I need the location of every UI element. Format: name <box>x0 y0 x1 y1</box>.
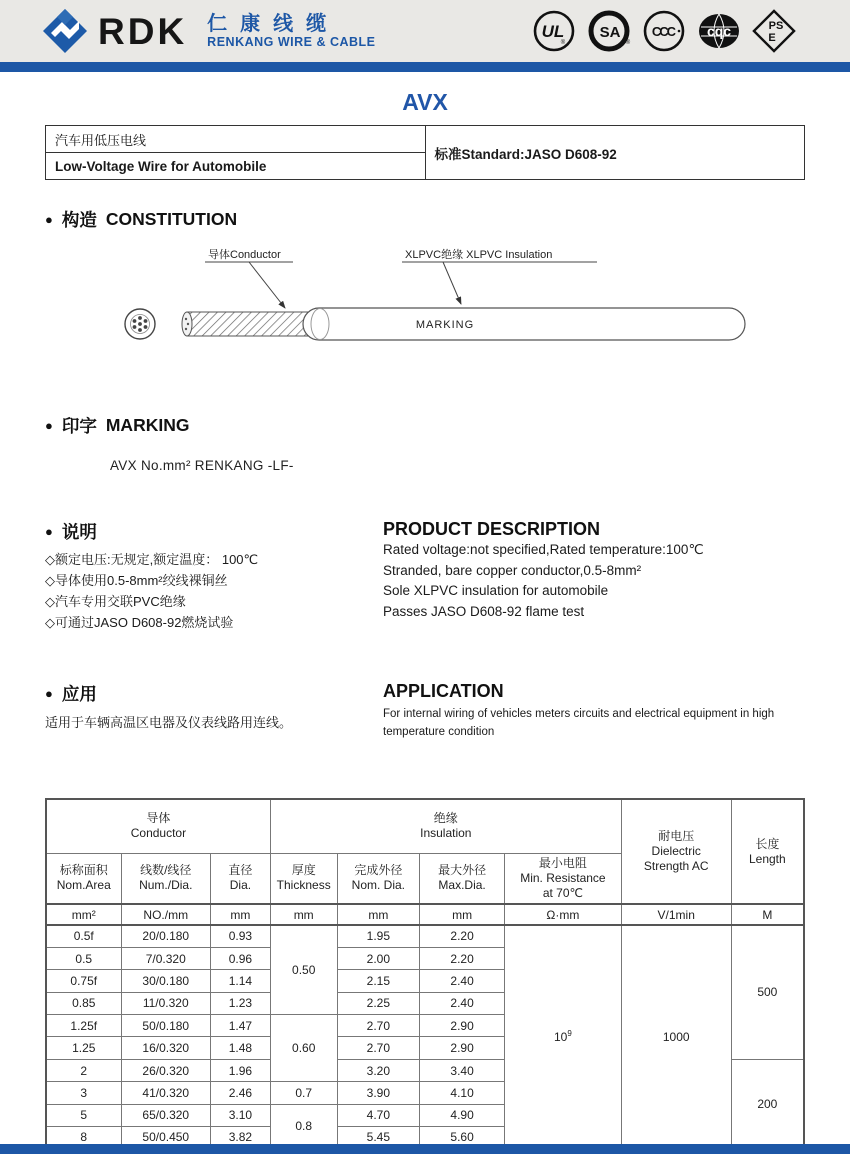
csa-icon <box>587 9 631 53</box>
cell-min-resistance: $10^9$ <box>505 925 622 1149</box>
header-max-od: 最大外径 Max.Dia. <box>420 853 505 904</box>
unit-cell: NO./mm <box>121 904 210 925</box>
constitution-heading <box>45 207 805 232</box>
description-item: ◇汽车专用交联PVC绝缘 <box>45 594 186 609</box>
wire-construction-diagram <box>45 238 805 370</box>
cell-length: 200 <box>731 1059 804 1149</box>
cell-max-od: 2.90 <box>420 1037 505 1059</box>
unit-cell: mm² <box>46 904 121 925</box>
header-thickness: 厚度 Thickness <box>270 853 337 904</box>
cell-num-dia: 11/0.320 <box>121 992 210 1014</box>
cell-dia: 1.48 <box>210 1037 270 1059</box>
pse-text-top: PS <box>768 20 784 32</box>
brand-logo <box>42 8 376 54</box>
cell-num-dia: 20/0.180 <box>121 925 210 947</box>
marking-on-wire: MARKING <box>415 319 475 331</box>
cell-nom-od: 2.70 <box>337 1015 420 1037</box>
cell-num-dia: 50/0.450 <box>121 1127 210 1149</box>
application-section <box>45 681 805 741</box>
cell-num-dia: 7/0.320 <box>121 947 210 969</box>
description-item: Rated voltage:not specified,Rated temperature:100℃ <box>383 542 704 557</box>
header-insulation-group: 绝缘 Insulation <box>270 799 621 853</box>
header-num-dia: 线数/线径 Num./Dia. <box>121 853 210 904</box>
brand-name: RDK <box>98 10 188 52</box>
header-length: 长度 Length <box>731 799 804 904</box>
header-dia: 直径 Dia. <box>210 853 270 904</box>
cell-dia: 3.82 <box>210 1127 270 1149</box>
cell-max-od: 2.40 <box>420 970 505 992</box>
spec-table-body <box>46 925 804 1149</box>
units-row <box>46 904 804 925</box>
header-divider-bar <box>0 62 850 72</box>
cell-max-od: 5.60 <box>420 1127 505 1149</box>
header-nom-od: 完成外径 Nom. Dia. <box>337 853 420 904</box>
product-standard: 标准Standard:JASO D608-92 <box>425 126 805 180</box>
application-cn <box>45 681 383 741</box>
cell-nom-od: 3.20 <box>337 1059 420 1081</box>
application-text-en: For internal wiring of vehicles meters circuits and electrical equipment in high temperature condition <box>383 708 775 738</box>
cell-thickness: 0.50 <box>270 925 337 1015</box>
cell-nom-area: 8 <box>46 1127 121 1149</box>
description-cn <box>45 519 383 633</box>
brand-text <box>207 13 375 49</box>
application-heading-cn <box>45 681 383 706</box>
description-heading-cn <box>45 519 383 544</box>
cell-max-od: 2.40 <box>420 992 505 1014</box>
wire-cross-section <box>125 309 155 339</box>
pse-text-bottom: E <box>768 32 776 44</box>
cell-nom-od: 4.70 <box>337 1104 420 1126</box>
cell-dia: 1.47 <box>210 1015 270 1037</box>
product-title: AVX <box>402 89 448 115</box>
cell-nom-od: 2.25 <box>337 992 420 1014</box>
pse-icon <box>752 9 796 53</box>
cqc-text: cqc <box>706 23 732 39</box>
cell-nom-od: 3.90 <box>337 1082 420 1104</box>
marking-text: AVX No.mm² RENKANG -LF- <box>110 458 294 473</box>
description-section <box>45 519 805 633</box>
footer-bar <box>0 1144 850 1154</box>
description-item: Passes JASO D608-92 flame test <box>383 603 585 619</box>
bullet-icon: ● <box>45 418 53 433</box>
unit-cell: V/1min <box>621 904 731 925</box>
cell-num-dia: 26/0.320 <box>121 1059 210 1081</box>
ul-icon <box>532 9 576 53</box>
cell-max-od: 3.40 <box>420 1059 505 1081</box>
ul-text: UL <box>541 22 565 41</box>
application-en <box>383 681 805 741</box>
product-name-en: Low-Voltage Wire for Automobile <box>46 153 426 180</box>
description-title-cn: 说明 <box>61 522 97 542</box>
description-items-cn <box>45 549 383 633</box>
bullet-icon: ● <box>45 524 53 539</box>
unit-cell: mm <box>270 904 337 925</box>
ccc-text: CCC <box>651 24 675 39</box>
table-row <box>46 925 804 947</box>
cell-thickness: 0.8 <box>270 1104 337 1149</box>
cell-num-dia: 41/0.320 <box>121 1082 210 1104</box>
marking-title-cn: 印字 <box>61 416 97 436</box>
cell-nom-area: 2 <box>46 1059 121 1081</box>
cell-dia: 0.93 <box>210 925 270 947</box>
header <box>0 0 850 62</box>
cell-num-dia: 30/0.180 <box>121 970 210 992</box>
cell-nom-area: 1.25f <box>46 1015 121 1037</box>
constitution-title-en: CONSTITUTION <box>105 209 238 229</box>
cell-length: 500 <box>731 925 804 1059</box>
cell-nom-od: 2.00 <box>337 947 420 969</box>
product-info-table <box>45 125 805 180</box>
brand-name-en: RENKANG WIRE & CABLE <box>207 35 376 49</box>
spec-table <box>45 798 805 1150</box>
bullet-icon: ● <box>45 686 53 701</box>
marking-heading <box>45 413 805 438</box>
cell-nom-area: 1.25 <box>46 1037 121 1059</box>
cell-dia: 2.46 <box>210 1082 270 1104</box>
cell-dia: 3.10 <box>210 1104 270 1126</box>
conductor-label: 导体Conductor <box>208 249 281 261</box>
cell-nom-area: 0.5f <box>46 925 121 947</box>
cell-max-od: 2.90 <box>420 1015 505 1037</box>
cell-nom-area: 5 <box>46 1104 121 1126</box>
description-item: Sole XLPVC insulation for automobile <box>383 583 609 598</box>
svg-text:®: ® <box>560 40 566 46</box>
cell-dia: 0.96 <box>210 947 270 969</box>
cell-max-od: 2.20 <box>420 947 505 969</box>
insulation-section <box>303 308 745 340</box>
header-conductor-group: 导体 Conductor <box>46 799 270 853</box>
unit-cell: Ω·mm <box>505 904 622 925</box>
cell-nom-area: 0.5 <box>46 947 121 969</box>
description-title-en: PRODUCT DESCRIPTION <box>383 519 601 539</box>
header-dielectric: 耐电压 Dielectric Strength AC <box>621 799 731 904</box>
csa-text: SA <box>599 24 621 41</box>
description-item: ◇可通过JASO D608-92燃烧试验 <box>45 615 234 630</box>
unit-cell: mm <box>210 904 270 925</box>
cell-max-od: 2.20 <box>420 925 505 947</box>
brand-name-cn: 仁康线缆 <box>207 13 340 35</box>
bullet-icon: ● <box>45 212 53 227</box>
marking-title-en: MARKING <box>105 415 190 435</box>
application-title-cn: 应用 <box>61 684 97 704</box>
cell-dia: 1.96 <box>210 1059 270 1081</box>
cell-max-od: 4.10 <box>420 1082 505 1104</box>
cell-nom-od: 2.15 <box>337 970 420 992</box>
cell-nom-od: 1.95 <box>337 925 420 947</box>
cell-dia: 1.14 <box>210 970 270 992</box>
cell-dielectric-strength: 1000 <box>621 925 731 1149</box>
cell-nom-od: 5.45 <box>337 1127 420 1149</box>
cell-num-dia: 16/0.320 <box>121 1037 210 1059</box>
conductor-section <box>182 312 315 336</box>
product-name-cn: 汽车用低压电线 <box>46 126 426 153</box>
header-nom-area: 标称面积 Nom.Area <box>46 853 121 904</box>
certification-marks <box>532 9 822 53</box>
svg-text:®: ® <box>625 40 631 46</box>
cqc-icon <box>697 9 741 53</box>
description-item: Stranded, bare copper conductor,0.5-8mm² <box>383 562 642 578</box>
constitution-title-cn: 构造 <box>61 210 97 230</box>
cell-num-dia: 50/0.180 <box>121 1015 210 1037</box>
ccc-icon <box>642 9 686 53</box>
application-text-cn: 适用于车辆高温区电器及仪表线路用连线。 <box>45 715 293 730</box>
description-item: ◇导体使用0.5-8mm²绞线裸铜丝 <box>45 573 228 588</box>
header-min-resistance: 最小电阻 Min. Resistance at 70℃ <box>505 853 622 904</box>
description-en <box>383 519 805 633</box>
unit-cell: mm <box>420 904 505 925</box>
cell-max-od: 4.90 <box>420 1104 505 1126</box>
cell-nom-od: 2.70 <box>337 1037 420 1059</box>
cell-nom-area: 0.75f <box>46 970 121 992</box>
cell-nom-area: 0.85 <box>46 992 121 1014</box>
unit-cell: M <box>731 904 804 925</box>
description-item: ◇额定电压:无规定,额定温度： 100℃ <box>45 552 259 567</box>
cell-nom-area: 3 <box>46 1082 121 1104</box>
application-title-en: APPLICATION <box>383 681 504 701</box>
cell-thickness: 0.7 <box>270 1082 337 1104</box>
insulation-label: XLPVC绝缘 XLPVC Insulation <box>405 249 553 261</box>
rdk-diamond-icon <box>42 8 88 54</box>
cell-dia: 1.23 <box>210 992 270 1014</box>
description-items-en <box>383 540 805 622</box>
cell-thickness: 0.60 <box>270 1015 337 1082</box>
cell-num-dia: 65/0.320 <box>121 1104 210 1126</box>
unit-cell: mm <box>337 904 420 925</box>
